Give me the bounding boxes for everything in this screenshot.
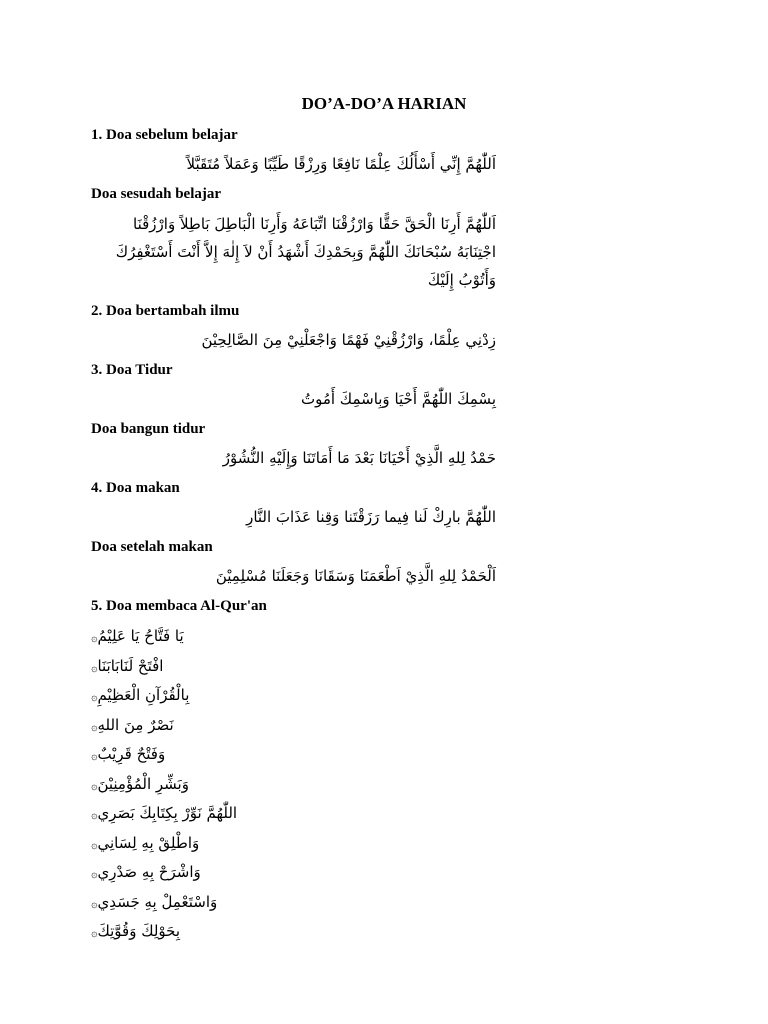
ornament-icon: ۞ bbox=[91, 719, 98, 733]
section-heading-4: 3. Doa Tidur bbox=[91, 362, 173, 378]
quran-prayer-text: افْتَحْ لَنَابَابَنَا bbox=[97, 656, 164, 675]
quran-prayer-text: وَاشْرَحْ بِهِ صَدْرِي bbox=[97, 863, 201, 881]
quran-prayer-line bbox=[91, 770, 251, 800]
prayer-text-5: حَمْدُ لِلهِ الَّذِيْ أَحْيَانَا بَعْدَ مَا أَمَاتَنَا وَإِلَيْهِ النُّشُوْرُ bbox=[222, 449, 496, 467]
quran-prayer-line bbox=[91, 888, 251, 918]
section-heading-3: 2. Doa bertambah ilmu bbox=[91, 303, 240, 319]
section-heading-8: 5. Doa membaca Al-Qur'an bbox=[91, 598, 267, 614]
document-body bbox=[91, 125, 511, 947]
quran-prayer-text: وَاسْتَعْمِلْ بِهِ جَسَدِي bbox=[97, 892, 218, 911]
prayer-text-1: اَللّٰهُمَّ إِنِّي أَسْأَلُكَ عِلْمًا نَافِعًا وَرِزْقًا طَيِّبًا وَعَمَلاً مُتَقَبَّلاً bbox=[186, 155, 496, 173]
ornament-icon: ۞ bbox=[91, 837, 98, 851]
quran-prayer-line bbox=[91, 917, 251, 947]
quran-prayer-line bbox=[91, 622, 251, 652]
quran-prayer-text: بِحَوْلِكَ وَقُوَّتِكَ bbox=[97, 922, 181, 940]
prayer-text-4: بِسْمِكَ اللّٰهُمَّ أَحْيَا وَبِاسْمِكَ أَمُوتُ bbox=[300, 390, 496, 408]
quran-prayer-line bbox=[91, 681, 251, 711]
prayer-text-7: اَلْحَمْدُ لِلهِ الَّذِيْ اَطْعَمَنَا وَسَقَانَا وَجَعَلَنَا مُسْلِمِيْنَ bbox=[215, 567, 496, 585]
quran-prayer-line bbox=[91, 740, 251, 770]
ornament-icon: ۞ bbox=[91, 808, 98, 821]
quran-prayer-text: يَا فَتَّاحُ يَا عَلِيْمُ bbox=[97, 627, 184, 645]
prayer-text-2: اَللّٰهُمَّ أَرِنَا الْحَقَّ حَقًّا وَارْزُقْنَا اتِّبَاعَهُ وَأَرِنَا الْبَاطِلَ بَاطِلاً وَارْزُقْنَا اجْتِنَابَهُ سُبْحَانَكَ اللّٰهُمَّ وَبِحَمْدِكَ أَشْهَدُ أَنْ لاَ إِلٰهَ إِلاَّ أَنْتَ أَسْتَغْفِرُكَ وَأَتُوْبُ إِلَيْكَ bbox=[115, 215, 496, 289]
quran-prayer-list bbox=[91, 622, 511, 947]
section-heading-7: Doa setelah makan bbox=[91, 539, 213, 555]
prayer-text-3: زِدْنِي عِلْمًا، وَارْزُقْنِيْ فَهْمًا وَاجْعَلْنِيْ مِنَ الصَّالِحِيْنَ bbox=[201, 331, 496, 349]
ornament-icon: ۞ bbox=[91, 690, 98, 703]
quran-prayer-line bbox=[91, 829, 251, 859]
quran-prayer-text: وَفَتْحٌ قَرِيْبٌ bbox=[97, 745, 166, 763]
ornament-icon: ۞ bbox=[91, 660, 98, 674]
document-title: DO’A-DO’A HARIAN bbox=[301, 94, 467, 113]
ornament-icon: ۞ bbox=[91, 926, 98, 939]
section-heading-5: Doa bangun tidur bbox=[91, 421, 206, 437]
quran-prayer-line bbox=[91, 652, 251, 682]
section-heading-2: Doa sesudah belajar bbox=[91, 186, 222, 202]
section-heading-6: 4. Doa makan bbox=[91, 480, 180, 496]
prayer-text-6: اللّٰهُمَّ بارِكْ لَنا فِيما رَزَقْتَنا وَقِنا عَذَابَ النَّارِ bbox=[246, 508, 496, 526]
quran-prayer-text: نَصْرٌ مِنَ اللهِ bbox=[97, 715, 174, 734]
ornament-icon: ۞ bbox=[91, 749, 98, 762]
ornament-icon: ۞ bbox=[91, 631, 98, 644]
quran-prayer-line bbox=[91, 711, 251, 741]
quran-prayer-line bbox=[91, 858, 251, 888]
quran-prayer-text: بِالْقُرْآنِ الْعَظِيْمِ bbox=[97, 686, 190, 704]
quran-prayer-line bbox=[91, 799, 251, 829]
quran-prayer-text: وَبَشِّرِ الْمُؤْمِنِيْنَ bbox=[97, 774, 189, 793]
section-heading-1: 1. Doa sebelum belajar bbox=[91, 127, 238, 143]
ornament-icon: ۞ bbox=[91, 896, 98, 910]
ornament-icon: ۞ bbox=[91, 867, 98, 880]
quran-prayer-text: اللّٰهُمَّ نَوِّرْ بِكِتَابِكَ بَصَرِي bbox=[97, 804, 238, 822]
quran-prayer-text: وَاطْلِقْ بِهِ لِسَانِي bbox=[97, 833, 200, 852]
ornament-icon: ۞ bbox=[91, 778, 98, 792]
